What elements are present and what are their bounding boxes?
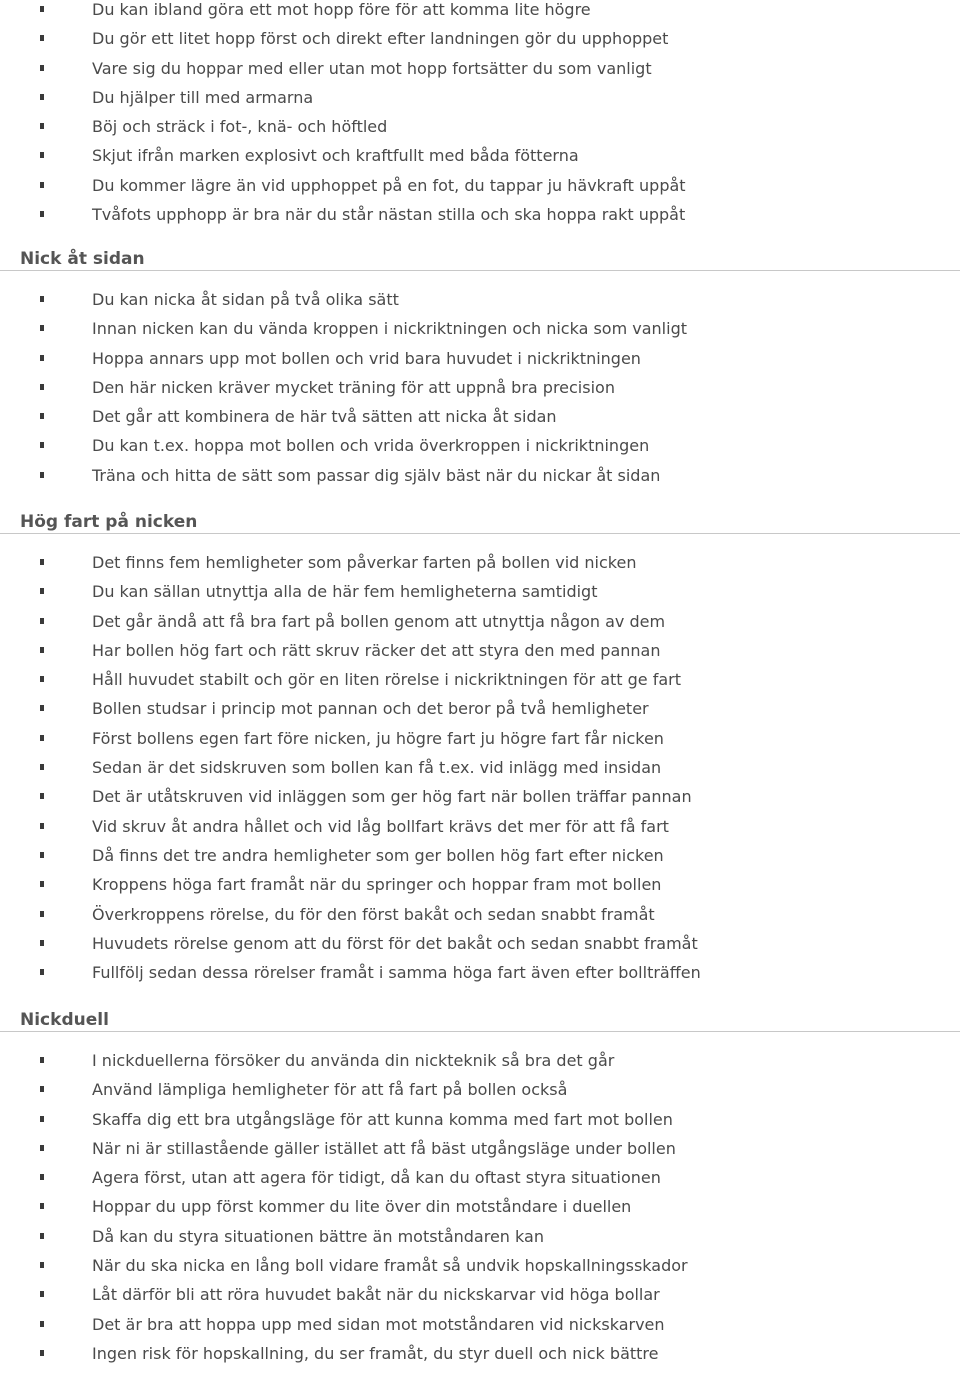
square-bullet-icon xyxy=(40,647,44,653)
list-item xyxy=(0,1344,960,1373)
square-bullet-icon xyxy=(40,735,44,741)
section-heading: Hög fart på nicken xyxy=(0,511,960,534)
square-bullet-icon xyxy=(40,94,44,100)
list-item-text: I nickduellerna försöker du använda din nickteknik så bra det går xyxy=(92,1051,615,1070)
list-item xyxy=(0,817,960,846)
list-item-text: Har bollen hög fart och rätt skruv räcker det att styra den med pannan xyxy=(92,640,661,660)
list-item xyxy=(0,553,960,582)
list-item-text: Det går ändå att få bra fart på bollen genom att utnyttja någon av dem xyxy=(92,611,666,631)
list-item-text: Innan nicken kan du vända kroppen i nickriktningen och nicka som vanligt xyxy=(92,319,687,339)
list-item xyxy=(0,407,960,436)
square-bullet-icon xyxy=(40,65,44,71)
square-bullet-icon xyxy=(40,1174,44,1180)
square-bullet-icon xyxy=(40,1321,44,1327)
square-bullet-icon xyxy=(40,442,44,448)
list-item xyxy=(0,729,960,758)
square-bullet-icon xyxy=(40,588,44,594)
list-item xyxy=(0,1139,960,1168)
square-bullet-icon xyxy=(40,355,44,361)
list-item-text: Använd lämpliga hemligheter för att få fart på bollen också xyxy=(92,1080,568,1100)
list-item-text: Vid skruv åt andra hållet och vid låg bollfart krävs det mer för att få fart xyxy=(92,816,669,836)
list-item-text: Du hjälper till med armarna xyxy=(92,87,314,107)
square-bullet-icon xyxy=(40,472,44,478)
list-item xyxy=(0,758,960,787)
square-bullet-icon xyxy=(40,296,44,302)
list-item-text: Det går att kombinera de här två sätten att nicka åt sidan xyxy=(92,407,557,427)
list-item xyxy=(0,29,960,58)
list-item-text: Det är utåtskruven vid inläggen som ger hög fart när bollen träffar pannan xyxy=(92,787,692,807)
list-item-text: Vare sig du hoppar med eller utan mot hopp fortsätter du som vanligt xyxy=(92,58,652,78)
list-item xyxy=(0,963,960,992)
list-item-text: Först bollens egen fart före nicken, ju högre fart ju högre fart får nicken xyxy=(92,728,664,748)
square-bullet-icon xyxy=(40,823,44,829)
list-item xyxy=(0,1227,960,1256)
list-item xyxy=(0,934,960,963)
square-bullet-icon xyxy=(40,676,44,682)
bullet-list xyxy=(0,534,960,992)
list-item xyxy=(0,319,960,348)
list-item-text: När du ska nicka en lång boll vidare framåt så undvik hopskallningsskador xyxy=(92,1256,688,1276)
list-item xyxy=(0,582,960,611)
list-item-text: Huvudets rörelse genom att du först för det bakåt och sedan snabbt framåt xyxy=(92,933,698,953)
list-item-text: Skjut ifrån marken explosivt och kraftfullt med båda fötterna xyxy=(92,146,579,166)
list-item-text: Ingen risk för hopskallning, du ser framåt, du styr duell och nick bättre xyxy=(92,1343,659,1363)
list-item-text: Skaffa dig ett bra utgångsläge för att kunna komma med fart mot bollen xyxy=(92,1109,673,1129)
list-item xyxy=(0,117,960,146)
square-bullet-icon xyxy=(40,182,44,188)
list-item xyxy=(0,612,960,641)
list-item xyxy=(0,1256,960,1285)
list-item-text: Fullfölj sedan dessa rörelser framåt i samma höga fart även efter bollträffen xyxy=(92,963,701,983)
list-item xyxy=(0,205,960,234)
square-bullet-icon xyxy=(40,413,44,419)
list-item xyxy=(0,146,960,175)
list-item-text: Du kan sällan utnyttja alla de här fem hemligheterna samtidigt xyxy=(92,582,598,602)
list-item-text: Låt därför bli att röra huvudet bakåt när du nickskarvar vid höga bollar xyxy=(92,1285,660,1305)
list-item-text: Du kan nicka åt sidan på två olika sätt xyxy=(92,290,399,309)
section-heading: Nick åt sidan xyxy=(0,248,960,271)
square-bullet-icon xyxy=(40,1057,44,1063)
list-item-text: Det finns fem hemligheter som påverkar farten på bollen vid nicken xyxy=(92,553,637,572)
list-item-text: Håll huvudet stabilt och gör en liten rörelse i nickriktningen för att ge fart xyxy=(92,670,681,690)
list-item-text: Agera först, utan att agera för tidigt, då kan du oftast styra situationen xyxy=(92,1168,661,1188)
square-bullet-icon xyxy=(40,559,44,565)
square-bullet-icon xyxy=(40,764,44,770)
list-item xyxy=(0,699,960,728)
list-item xyxy=(0,875,960,904)
square-bullet-icon xyxy=(40,6,44,12)
list-item xyxy=(0,466,960,495)
list-item xyxy=(0,1168,960,1197)
bullet-list xyxy=(0,0,960,234)
list-item-text: När ni är stillastående gäller istället att få bäst utgångsläge under bollen xyxy=(92,1138,676,1158)
square-bullet-icon xyxy=(40,325,44,331)
list-item xyxy=(0,378,960,407)
section-heading: Nickduell xyxy=(0,1009,960,1032)
list-item-text: Kroppens höga fart framåt när du springer och hoppar fram mot bollen xyxy=(92,875,662,895)
square-bullet-icon xyxy=(40,793,44,799)
list-item xyxy=(0,436,960,465)
square-bullet-icon xyxy=(40,1116,44,1122)
list-item-text: Böj och sträck i fot-, knä- och höftled xyxy=(92,117,388,137)
list-item-text: Du kommer lägre än vid upphoppet på en fot, du tappar ju hävkraft uppåt xyxy=(92,175,686,195)
square-bullet-icon xyxy=(40,911,44,917)
square-bullet-icon xyxy=(40,35,44,41)
square-bullet-icon xyxy=(40,705,44,711)
list-item-text: Du kan t.ex. hoppa mot bollen och vrida överkroppen i nickriktningen xyxy=(92,436,650,456)
section xyxy=(0,0,960,234)
bullet-list xyxy=(0,1032,960,1373)
list-item xyxy=(0,641,960,670)
square-bullet-icon xyxy=(40,1233,44,1239)
square-bullet-icon xyxy=(40,1291,44,1297)
list-item xyxy=(0,670,960,699)
square-bullet-icon xyxy=(40,1262,44,1268)
list-item xyxy=(0,1285,960,1314)
square-bullet-icon xyxy=(40,211,44,217)
list-item xyxy=(0,1110,960,1139)
list-item-text: Den här nicken kräver mycket träning för att uppnå bra precision xyxy=(92,377,615,397)
square-bullet-icon xyxy=(40,969,44,975)
square-bullet-icon xyxy=(40,1350,44,1356)
square-bullet-icon xyxy=(40,1145,44,1151)
list-item-text: Överkroppens rörelse, du för den först bakåt och sedan snabbt framåt xyxy=(92,904,655,924)
list-item xyxy=(0,787,960,816)
list-item-text: Sedan är det sidskruven som bollen kan få t.ex. vid inlägg med insidan xyxy=(92,758,662,778)
list-item-text: Bollen studsar i princip mot pannan och det beror på två hemligheter xyxy=(92,699,649,719)
square-bullet-icon xyxy=(40,618,44,624)
list-item xyxy=(0,290,960,319)
bullet-list xyxy=(0,271,960,495)
list-item xyxy=(0,846,960,875)
list-item-text: Det är bra att hoppa upp med sidan mot motståndaren vid nickskarven xyxy=(92,1314,665,1334)
list-item-text: Träna och hitta de sätt som passar dig själv bäst när du nickar åt sidan xyxy=(92,465,661,485)
list-item xyxy=(0,0,960,29)
list-item xyxy=(0,59,960,88)
square-bullet-icon xyxy=(40,1086,44,1092)
list-item xyxy=(0,88,960,117)
list-item xyxy=(0,176,960,205)
list-item-text: Då kan du styra situationen bättre än motståndaren kan xyxy=(92,1226,544,1246)
list-item-text: Då finns det tre andra hemligheter som ger bollen hög fart efter nicken xyxy=(92,845,664,865)
list-item xyxy=(0,1315,960,1344)
square-bullet-icon xyxy=(40,123,44,129)
square-bullet-icon xyxy=(40,1203,44,1209)
list-item-text: Hoppar du upp först kommer du lite över din motståndare i duellen xyxy=(92,1197,632,1217)
square-bullet-icon xyxy=(40,881,44,887)
section xyxy=(0,511,960,992)
list-item xyxy=(0,905,960,934)
list-item-text: Hoppa annars upp mot bollen och vrid bara huvudet i nickriktningen xyxy=(92,348,641,368)
list-item xyxy=(0,1080,960,1109)
list-item-text: Du kan ibland göra ett mot hopp före för att komma lite högre xyxy=(92,0,591,19)
square-bullet-icon xyxy=(40,152,44,158)
list-item xyxy=(0,1197,960,1226)
list-item-text: Du gör ett litet hopp först och direkt efter landningen gör du upphoppet xyxy=(92,29,669,49)
list-item-text: Tvåfots upphopp är bra när du står nästan stilla och ska hoppa rakt uppåt xyxy=(92,205,686,225)
square-bullet-icon xyxy=(40,940,44,946)
section xyxy=(0,248,960,495)
list-item xyxy=(0,349,960,378)
list-item xyxy=(0,1051,960,1080)
square-bullet-icon xyxy=(40,384,44,390)
section xyxy=(0,1009,960,1373)
square-bullet-icon xyxy=(40,852,44,858)
